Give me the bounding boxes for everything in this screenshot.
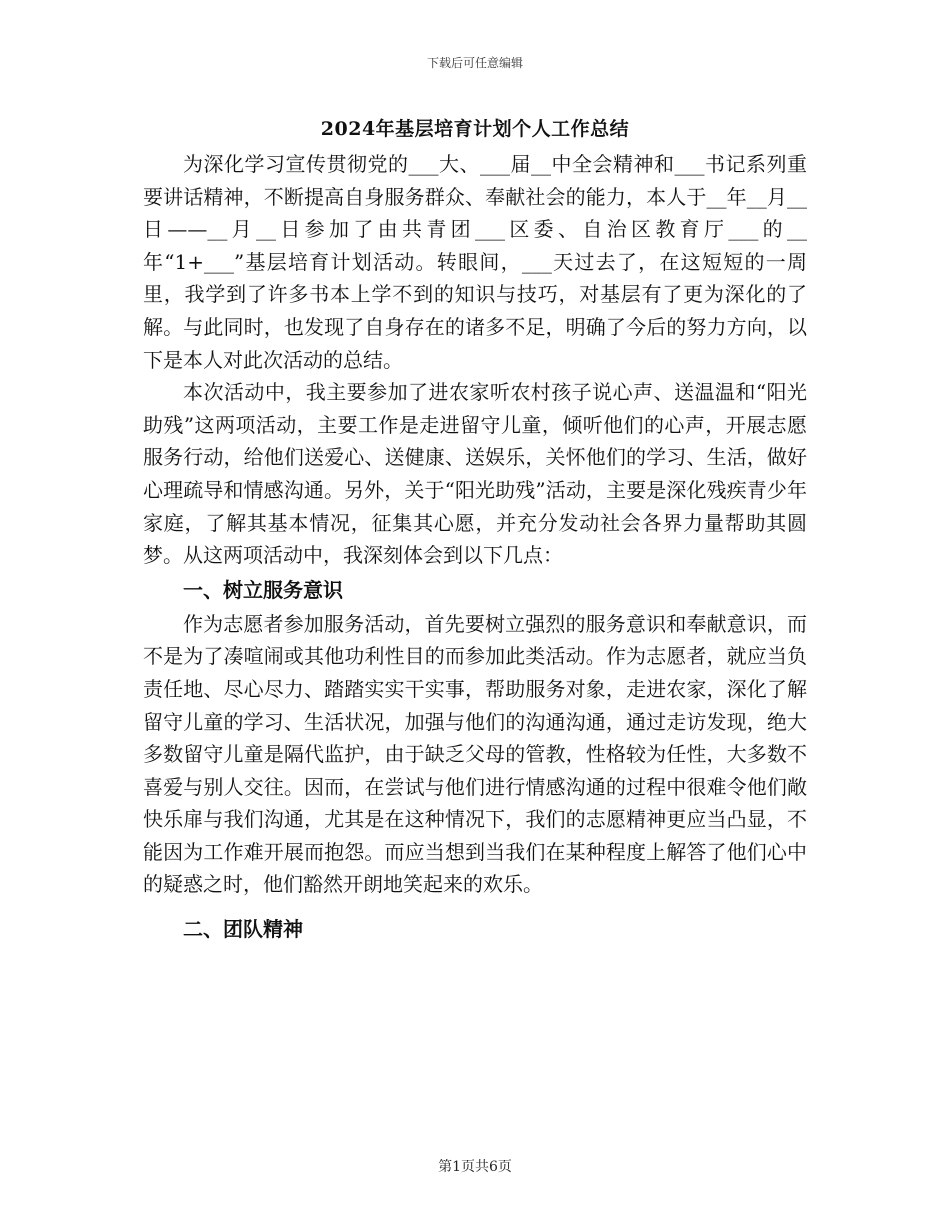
paragraph-service: 作为志愿者参加服务活动，首先要树立强烈的服务意识和奉献意识，而不是为了凑喧闹或其他功利性目的而参加此类活动。作为志愿者，就应当负责任地、尽心尽力、踏踏实实干实事，帮助服务对象，走进农家，深化了解留守儿童的学习、生活状况，加强与他们的沟通沟通，通过走访发现，绝大多数留守儿童是隔代监护，由于缺乏父母的管教，性格较为任性，大多数不喜爱与别人交往。因而，在尝试与他们进行情感沟通的过程中很难令他们敞快乐扉与我们沟通，尤其是在这种情况下，我们的志愿精神更应当凸显，不能因为工作难开展而抱怨。而应当想到当我们在某种程度上解答了他们心中的疑惑之时，他们豁然开朗地笑起来的欢乐。 <box>143 611 807 897</box>
section-heading-team: 二、团队精神 <box>183 917 303 942</box>
header-note: 下载后可任意编辑 <box>426 56 523 70</box>
paragraph-intro: 为深化学习宣传贯彻党的___大、___届__中全会精神和___书记系列重要讲话精神，不断提高自身服务群众、奉献社会的能力，本人于__年__月__日——__月__日参加了由共青团___区委、自治区教育厅___的__年“1+___”基层培育计划活动。转眼间，___天过去了，在这短短的一周里，我学到了许多书本上学不到的知识与技巧，对基层有了更为深化的了解。与此同时，也发现了自身存在的诸多不足，明确了今后的努力方向，以下是本人对此次活动的总结。 <box>143 152 807 372</box>
page-number: 第1页共6页 <box>438 1159 512 1175</box>
document-body <box>143 148 807 947</box>
paragraph-activities: 本次活动中，我主要参加了进农家听农村孩子说心声、送温温和“阳光助残”这两项活动，主要工作是走进留守儿童，倾听他们的心声，开展志愿服务行动，给他们送爱心、送健康、送娱乐，关怀他们的学习、生活，做好心理疏导和情感沟通。另外，关于“阳光助残”活动，主要是深化残疾青少年家庭，了解其基本情况，征集其心愿，并充分发动社会各界力量帮助其圆梦。从这两项活动中，我深刻体会到以下几点： <box>143 380 807 568</box>
section-heading-service: 一、树立服务意识 <box>183 577 343 602</box>
document-title: 2024年基层培育计划个人工作总结 <box>320 118 630 140</box>
